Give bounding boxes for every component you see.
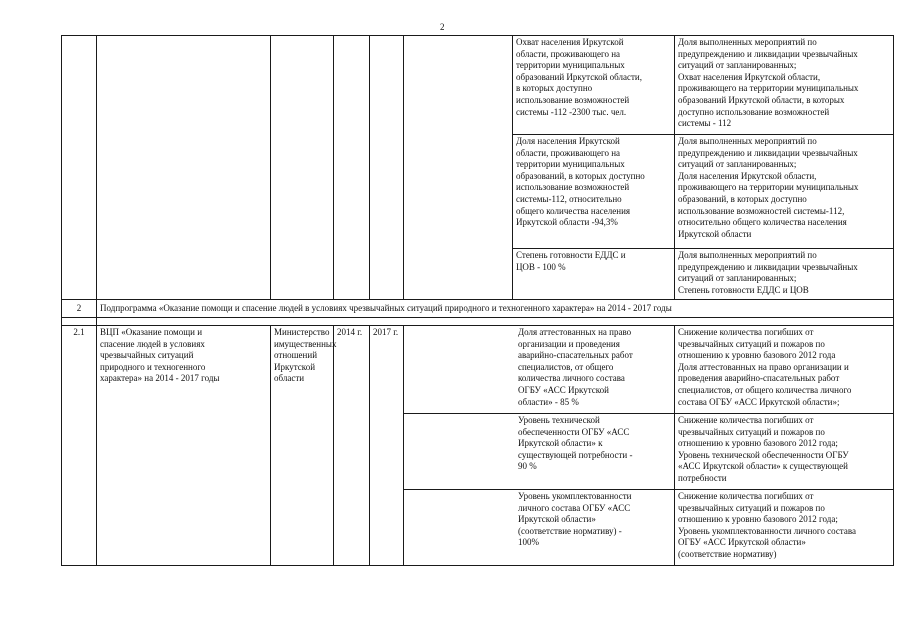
program-executor: Министерство имущественных отношений Иркутской области: [271, 326, 334, 566]
program-number: 2.1: [62, 326, 97, 566]
spacer-row: [62, 318, 894, 326]
result-cell: Доля выполненных мероприятий по предупреждению и ликвидации чрезвычайных ситуаций от запланированных; Охват населения Иркутской области, проживающего на территории муниципальных образований Иркутской области, в которых доступно использование возможностей системы - 112: [675, 36, 894, 135]
result-cell: Доля выполненных мероприятий по предупреждению и ликвидации чрезвычайных ситуаций от запланированных; Доля населения Иркутской области, проживающего на территории муниципальных образований, в которых доступно использование возможностей системы-112, относительно общего количества населения Иркутской области: [675, 135, 894, 249]
spacer-cell: [97, 318, 894, 326]
result-cell: Снижение количества погибших от чрезвычайных ситуаций и пожаров по отношению к уровню базового 2012 года; Уровень укомплектованности личного состава ОГБУ «АСС Иркутской области» (соответствие нормативу): [675, 490, 894, 566]
indicator-cell: Доля населения Иркутской области, проживающего на территории муниципальных образований, в которых доступно использование возможностей системы-112, относительно общего количества населения Иркутской области -94,3%: [513, 135, 675, 249]
spacer-cell: [62, 318, 97, 326]
subprogram-title: Подпрограмма «Оказание помощи и спасение людей в условиях чрезвычайных ситуаций природного и техногенного характера» на 2014 - 2017 годы: [97, 300, 894, 318]
subprogram-number: 2: [62, 300, 97, 318]
program-name: ВЦП «Оказание помощи и спасение людей в условиях чрезвычайных ситуаций природного и техногенного характера» на 2014 - 2017 годы: [97, 326, 271, 566]
program-start-year: 2014 г.: [334, 326, 370, 566]
program-end-year: 2017 г.: [370, 326, 404, 566]
empty-end-cell: [370, 36, 404, 300]
indicator-cell: Уровень укомплектованности личного состава ОГБУ «АСС Иркутской области» (соответствие нормативу) - 100%: [404, 490, 675, 566]
empty-num-cell: [62, 36, 97, 300]
empty-executor-cell: [271, 36, 334, 300]
indicator-cell: Охват населения Иркутской области, проживающего на территории муниципальных образований Иркутской области, в которых доступно использование возможностей системы -112 -2300 тыс. чел.: [513, 36, 675, 135]
empty-start-cell: [334, 36, 370, 300]
result-cell: Снижение количества погибших от чрезвычайных ситуаций и пожаров по отношению к уровню базового 2012 года Доля аттестованных на право организации и проведения аварийно-спасательных работ специалистов, от общего количества личного состава ОГБУ «АСС Иркутской области»;: [675, 326, 894, 414]
indicator-cell: Уровень технической обеспеченности ОГБУ «АСС Иркутской области» к существующей потребности - 90 %: [404, 414, 675, 490]
result-cell: Доля выполненных мероприятий по предупреждению и ликвидации чрезвычайных ситуаций от запланированных; Степень готовности ЕДДС и ЦОВ: [675, 249, 894, 300]
indicator-cell: Степень готовности ЕДДС и ЦОВ - 100 %: [513, 249, 675, 300]
result-cell: Снижение количества погибших от чрезвычайных ситуаций и пожаров по отношению к уровню базового 2012 года; Уровень технической обеспеченности ОГБУ «АСС Иркутской области» к существующей потребности: [675, 414, 894, 490]
subprogram-row: [62, 300, 894, 318]
table-row: [62, 326, 894, 414]
indicator-cell: Доля аттестованных на право организации и проведения аварийно-спасательных работ специалистов, от общего количества личного состава ОГБУ «АСС Иркутской области» - 85 %: [404, 326, 675, 414]
empty-name-cell: [97, 36, 271, 300]
program-table: [61, 35, 894, 566]
page-number: 2: [440, 22, 445, 32]
empty-extra-cell: [404, 36, 513, 300]
table-row: [62, 36, 894, 135]
